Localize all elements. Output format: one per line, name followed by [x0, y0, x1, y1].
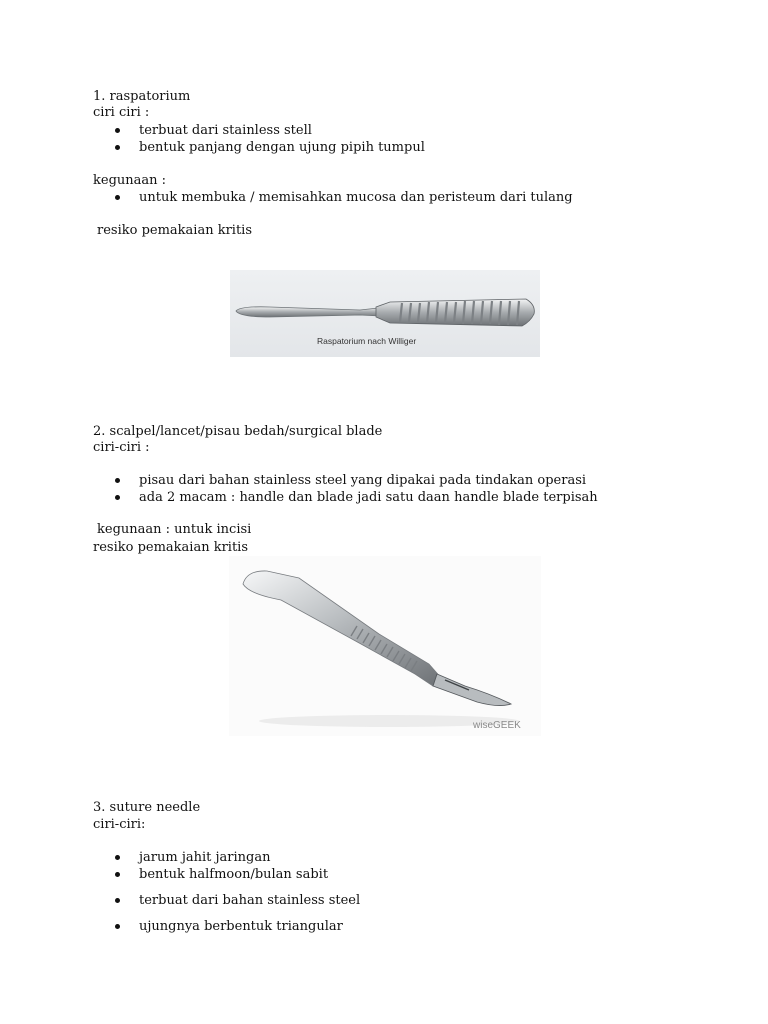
section-3-heading: 3. suture needle	[93, 800, 201, 815]
list-item: bentuk halfmoon/bulan sabit	[112, 866, 360, 883]
list-item: terbuat dari stainless stell	[112, 122, 425, 139]
list-item: bentuk panjang dengan ujung pipih tumpul	[112, 139, 425, 156]
section-1-heading: 1. raspatorium	[93, 89, 191, 104]
section-3-ciri-label: ciri-ciri:	[93, 817, 146, 832]
scalpel-watermark: wiseGEEK	[473, 720, 521, 731]
section-2-ciri-label: ciri-ciri :	[93, 440, 150, 455]
list-item: terbuat dari bahan stainless steel	[112, 892, 360, 909]
raspatorium-image	[230, 270, 540, 357]
scalpel-image	[229, 556, 541, 736]
section-2-kegunaan: kegunaan : untuk incisi	[97, 522, 252, 537]
section-1-kegunaan-list	[112, 189, 573, 206]
list-item: untuk membuka / memisahkan mucosa dan peristeum dari tulang	[112, 189, 573, 206]
section-2-resiko: resiko pemakaian kritis	[93, 540, 249, 555]
section-1-ciri-list	[112, 122, 425, 156]
list-item: ada 2 macam : handle dan blade jadi satu daan handle blade terpisah	[112, 489, 598, 506]
section-2-ciri-list	[112, 472, 598, 506]
raspatorium-caption: Raspatorium nach Williger	[317, 336, 417, 346]
section-1-resiko: resiko pemakaian kritis	[97, 223, 253, 238]
list-item: ujungnya berbentuk triangular	[112, 918, 360, 935]
list-item: jarum jahit jaringan	[112, 849, 360, 866]
section-2-heading: 2. scalpel/lancet/pisau bedah/surgical blade	[93, 424, 383, 439]
section-1-ciri-label: ciri ciri :	[93, 105, 150, 120]
scalpel-drawing	[229, 556, 541, 736]
section-3-ciri-list	[112, 849, 360, 935]
list-item: pisau dari bahan stainless steel yang dipakai pada tindakan operasi	[112, 472, 598, 489]
section-1-kegunaan-label: kegunaan :	[93, 173, 167, 188]
